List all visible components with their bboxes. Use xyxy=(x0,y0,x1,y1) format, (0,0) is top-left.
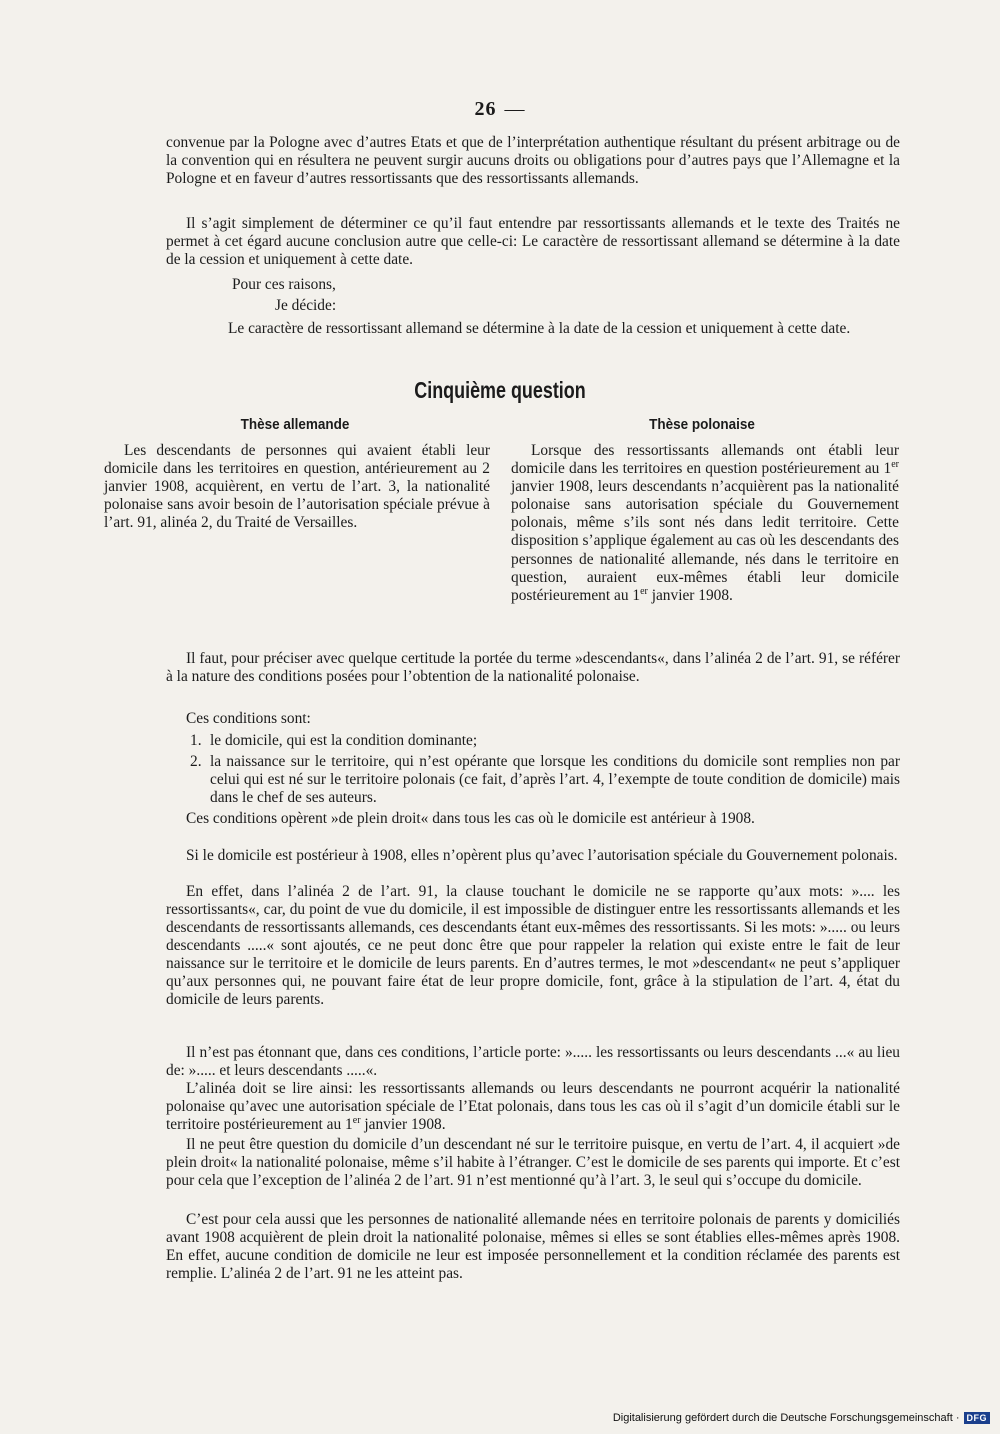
right-column-heading: Thèse polonaise xyxy=(649,416,755,433)
condition-item-1-text: le domicile, qui est la condition dominante; xyxy=(210,732,478,749)
body-paragraph-7: Il ne peut être question du domicile d’un descendant né sur le territoire puisque, en vertu de l’art. 4, il acquiert »de plein droit« la nationalité polonaise, même s’il habite à l’étranger. C’est le domicile de ses parents qui importe. Et c’est pour cela que l’exception de l’alinéa 2 de l’art. 91 n’est mentionné qu’à l’art. 3, le seul qui s’occupe du domicile. xyxy=(166,1136,900,1189)
decision-text: Le caractère de ressortissant allemand se détermine à la date de la cession et uniquement à cette date. xyxy=(228,320,851,337)
reasons-line: Pour ces raisons, xyxy=(232,276,336,293)
left-column-heading: Thèse allemande xyxy=(240,416,350,433)
decide-line: Je décide: xyxy=(275,297,337,314)
conditions-intro: Ces conditions sont: xyxy=(186,710,311,727)
condition-item-2-number: 2. xyxy=(190,753,202,770)
polish-thesis-part-c: janvier 1908. xyxy=(647,586,733,604)
body-paragraph-6-part-b: janvier 1908. xyxy=(360,1116,446,1133)
body-paragraph-3: Si le domicile est postérieur à 1908, elles n’opèrent plus qu’avec l’autorisation spéciale du Gouvernement polonais. xyxy=(186,847,898,864)
polish-thesis-part-b: janvier 1908, leurs descendants n’acquièrent pas la nationalité polonaise sans autorisation spéciale du Gouvernement polonais, même s’ils sont nés dans ledit territoire. Cette disposition s’applique également au cas où les descendants des personnes de nationalité allemande, nés dans le territoire en question, auraient eux-mêmes établi leur domicile postérieurement au 1 xyxy=(511,478,899,604)
condition-item-1 xyxy=(190,732,900,750)
body-paragraph-5: Il n’est pas étonnant que, dans ces conditions, l’article porte: »..... les ressortissants ou leurs descendants ...« au lieu de: »..... et leurs descendants .....«. xyxy=(166,1044,900,1079)
body-paragraph-6-part-a: L’alinéa doit se lire ainsi: les ressortissants allemands ou leurs descendants ne pourront acquérir la nationalité polonaise qu’avec une autorisation spéciale de l’Etat polonais, dans tous les cas où il s’agit d’un domicile établi sur le territoire postérieurement au 1 xyxy=(166,1080,900,1133)
digitization-footer xyxy=(613,1412,990,1424)
polish-thesis-sup-1: er xyxy=(891,458,899,470)
section-title: Cinquième question xyxy=(414,377,586,403)
dfg-logo: DFG xyxy=(964,1412,991,1424)
polish-thesis-sup-2: er xyxy=(640,585,648,597)
body-paragraph-2: Ces conditions opèrent »de plein droit« dans tous les cas où le domicile est antérieur à 1908. xyxy=(186,810,755,827)
intro-paragraph-1: convenue par la Pologne avec d’autres Etats et que de l’interprétation authentique résultant du présent arbitrage ou de la convention qui en résultera ne peuvent surgir aucuns droits ou obligations pour d’autres pays que l’Allemagne et la Pologne et en faveur d’autres ressortissants que des ressortissants allemands. xyxy=(166,134,900,187)
condition-item-2-text: la naissance sur le territoire, qui n’est opérante que lorsque les conditions du domicile sont remplies non par celui qui est né sur le territoire polonais (ce fait, d’après l’art. 4, l’exempte de toute condition de domicile) mais dans le chef de ses auteurs. xyxy=(210,753,900,806)
body-paragraph-8: C’est pour cela aussi que les personnes de nationalité allemande nées en territoire polonais de parents y domiciliés avant 1908 acquièrent de plein droit la nationalité polonaise, mêmes si elles se sont établies elles-mêmes après 1908. En effet, aucune condition de domicile ne leur est imposée personnellement et la condition réclamée des parents est remplie. L’alinéa 2 de l’art. 91 ne les atteint pas. xyxy=(166,1211,900,1282)
polish-thesis-part-a: Lorsque des ressortissants allemands ont établi leur domicile dans les territoires en question postérieurement au 1 xyxy=(511,442,899,478)
intro-paragraph-2: Il s’agit simplement de déterminer ce qu’il faut entendre par ressortissants allemands et le texte des Traités ne permet à cet égard aucune conclusion autre que celle-ci: Le caractère de ressortissant allemand se détermine à la date de la cession et uniquement à cette date. xyxy=(166,215,900,268)
decision-paragraph xyxy=(208,320,900,338)
body-paragraph-1: Il faut, pour préciser avec quelque certitude la portée du terme »descendants«, dans l’alinéa 2 de l’art. 91, se référer à la nature des conditions posées pour l’obtention de la nationalité polonaise. xyxy=(166,650,900,685)
footer-text: Digitalisierung gefördert durch die Deutsche Forschungsgemeinschaft · xyxy=(612,1412,960,1424)
page-number-value: 26 xyxy=(474,98,497,120)
condition-item-1-number: 1. xyxy=(190,732,202,749)
body-paragraph-6-sup: er xyxy=(352,1114,361,1126)
polish-thesis-text xyxy=(511,442,899,605)
body-paragraph-6 xyxy=(166,1080,900,1134)
german-thesis-text: Les descendants de personnes qui avaient établi leur domicile dans les territoires en question, antérieurement au 2 janvier 1908, acquièrent, en vertu de l’art. 3, la nationalité polonaise sans avoir besoin de l’autorisation spéciale prévue à l’art. 91, alinéa 2, du Traité de Versailles. xyxy=(104,442,490,532)
body-paragraph-4: En effet, dans l’alinéa 2 de l’art. 91, la clause touchant le domicile ne se rapporte qu’aux mots: ».... les ressortissants«, car, du point de vue du domicile, il est impossible de distinguer entre les ressortissants allemands et les descendants de ressortissants allemands, ces descendants étant eux-mêmes des ressortissants. Si les mots: »..... ou leurs descendants .....« sont ajoutés, ce ne peut donc être que pour rappeler la relation qui existe entre le fait de leur naissance sur le territoire et le domicile de leurs parents. En d’autres termes, le mot »descendant« ne peut s’appliquer qu’aux personnes qui, ne pouvant faire état de leur propre domicile, font, grâce à la stipulation de l’art. 4, état du domicile de leurs parents. xyxy=(166,883,900,1008)
page-number xyxy=(0,98,1000,121)
condition-item-2 xyxy=(190,753,900,807)
page-number-dash: — xyxy=(504,98,526,120)
